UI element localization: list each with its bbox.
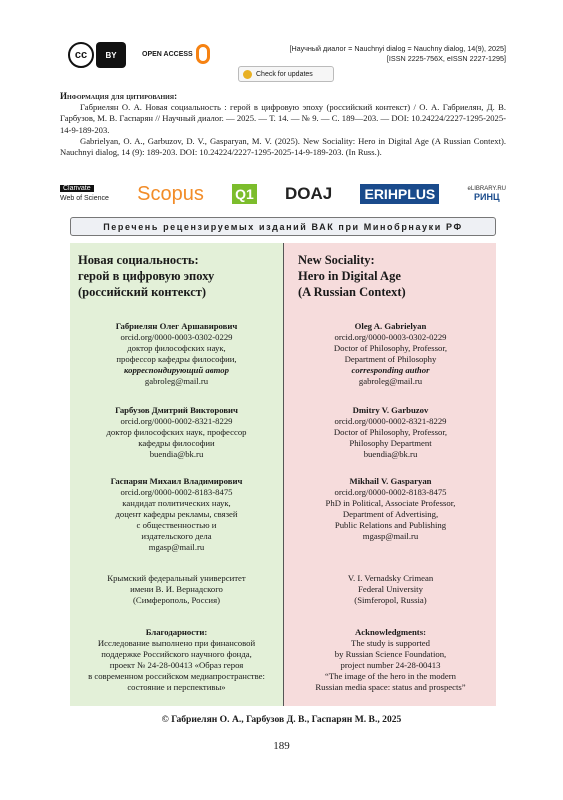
web-of-science-logo[interactable]	[60, 184, 109, 204]
title-ru	[78, 252, 214, 300]
ack-line: в современном российском медиапространстве:	[88, 671, 265, 681]
title-line: герой в цифровую эпоху	[78, 269, 215, 283]
doaj-logo[interactable]: DOAJ	[285, 184, 333, 203]
clarivate-label: Clarivate	[60, 185, 94, 192]
ack-line: The study is supported	[351, 638, 430, 648]
affiliation-line: (Simferopol, Russia)	[354, 595, 427, 605]
journal-ref-line: [Научный диалог = Nauchnyi dialog = Nauchny dialog, 14(9), 2025]	[289, 44, 506, 53]
author-block	[70, 476, 283, 553]
author-detail: Doctor of Philosophy, Professor,	[333, 343, 448, 353]
citation-heading: Информация для цитирования:	[60, 91, 178, 101]
author-detail: доктор философских наук,	[127, 343, 226, 353]
affiliation	[284, 573, 497, 606]
title-line: (A Russian Context)	[298, 285, 406, 299]
author-block	[284, 405, 497, 460]
author-email[interactable]: mgasp@mail.ru	[362, 531, 419, 541]
author-email[interactable]: gabroleg@mail.ru	[144, 376, 209, 386]
orcid-link[interactable]: orcid.org/0000-0002-8321-8229	[120, 416, 233, 426]
ack-line: проект № 24-28-00413 «Образ героя	[109, 660, 244, 670]
copyright: © Габриелян О. А., Гарбузов Д. В., Гаспарян М. В., 2025	[161, 714, 402, 725]
author-detail: доцент кафедры рекламы, связей	[115, 509, 238, 519]
author-email[interactable]: mgasp@mail.ru	[148, 542, 205, 552]
author-detail: Department of Philosophy	[344, 354, 437, 364]
check-for-updates-button[interactable]	[238, 66, 334, 82]
open-access-logo	[142, 44, 213, 64]
author-name: Dmitry V. Garbuzov	[352, 405, 429, 415]
author-block	[284, 476, 497, 542]
wos-label: Web of Science	[60, 195, 109, 202]
scopus-logo[interactable]: Scopus	[137, 182, 204, 205]
title-line: New Sociality:	[298, 253, 375, 267]
orcid-link[interactable]: orcid.org/0000-0002-8321-8229	[334, 416, 447, 426]
author-detail: PhD in Political, Associate Professor,	[325, 498, 456, 508]
affiliation-line: Federal University	[358, 584, 423, 594]
orcid-link[interactable]: orcid.org/0000-0002-8183-8475	[334, 487, 447, 497]
article-header-columns	[70, 243, 496, 706]
author-role: corresponding author	[351, 365, 430, 375]
crossmark-icon	[243, 70, 252, 79]
ack-line: поддержке Российского научного фонда,	[101, 649, 252, 659]
ack-line: project number 24-28-00413	[340, 660, 441, 670]
citation-ru: Габриелян О. А. Новая социальность : герой в цифровую эпоху (российский контекст) / О. А. Габриелян, Д. В. Гарбузов, М. В. Гаспарян // Научный диалог. — 2025. — Т. 14. — № 9. — С. 189—203. — DOI: 10.24224/2227-1295-2025-14-9-189-203.	[60, 102, 506, 135]
author-block	[284, 321, 497, 387]
author-detail: Department of Advertising,	[342, 509, 439, 519]
indexing-logos	[60, 180, 506, 208]
vak-banner: Перечень рецензируемых изданий ВАК при Минобрнауки РФ	[70, 217, 496, 236]
author-detail: кафедры философии	[138, 438, 215, 448]
ack-heading: Acknowledgments:	[355, 627, 426, 637]
open-lock-icon	[196, 44, 210, 64]
erihplus-logo[interactable]: ERIHPLUS	[360, 184, 439, 204]
author-role: корреспондирующий автор	[124, 365, 229, 375]
elibrary-rinc-logo[interactable]	[468, 185, 506, 203]
header	[60, 40, 506, 86]
russian-column	[70, 243, 283, 706]
title-line: Новая социальность:	[78, 253, 199, 267]
author-detail: профессор кафедры философии,	[116, 354, 237, 364]
by-icon: BY	[96, 42, 126, 68]
english-column	[283, 243, 496, 706]
author-name: Гаспарян Михаил Владимирович	[110, 476, 243, 486]
cc-icon: cc	[68, 42, 94, 68]
author-email[interactable]: buendia@bk.ru	[363, 449, 418, 459]
orcid-link[interactable]: orcid.org/0000-0003-0302-0229	[334, 332, 447, 342]
cc-by-license-icon[interactable]	[68, 42, 128, 68]
author-detail: доктор философских наук, профессор	[106, 427, 247, 437]
ack-line: Russian media space: status and prospects”	[315, 682, 466, 692]
author-name: Гарбузов Дмитрий Викторович	[115, 405, 238, 415]
citation-info	[60, 91, 506, 158]
check-updates-label: Check for updates	[256, 70, 313, 78]
author-block	[70, 405, 283, 460]
open-access-label: OPEN ACCESS	[142, 50, 193, 58]
author-detail: Philosophy Department	[349, 438, 432, 448]
author-detail: издательского дела	[141, 531, 212, 541]
author-name: Габриелян Олег Аршавирович	[115, 321, 238, 331]
author-detail: Public Relations and Publishing	[334, 520, 447, 530]
ack-line: “The image of the hero in the modern	[325, 671, 456, 681]
acknowledgments	[70, 627, 283, 693]
citation-en: Gabrielyan, O. A., Garbuzov, D. V., Gasparyan, M. V. (2025). New Sociality: Hero in Digital Age (A Russian Context). Nauchnyi dialog, 14 (9): 189-203. DOI: 10.24224/2227-1295-2025-14-9-189-203. (In Russ.).	[60, 135, 506, 158]
author-name: Mikhail V. Gasparyan	[349, 476, 432, 486]
issn-line: [ISSN 2225-756X, eISSN 2227-1295]	[386, 54, 506, 63]
title-line: Hero in Digital Age	[298, 269, 401, 283]
elibrary-label: eLIBRARY.RU	[467, 186, 506, 192]
orcid-link[interactable]: orcid.org/0000-0002-8183-8475	[120, 487, 233, 497]
rinc-label: РИНЦ	[473, 192, 500, 202]
q1-badge: Q1	[232, 184, 257, 204]
title-line: (российский контекст)	[78, 285, 207, 299]
page-number: 189	[273, 740, 290, 752]
author-name: Oleg A. Gabrielyan	[354, 321, 427, 331]
affiliation-line: (Симферополь, Россия)	[133, 595, 220, 605]
title-en	[298, 252, 406, 300]
author-detail: с общественностью и	[136, 520, 217, 530]
affiliation-line: имени В. И. Вернадского	[130, 584, 223, 594]
affiliation-line: V. I. Vernadsky Crimean	[347, 573, 434, 583]
author-detail: Doctor of Philosophy, Professor,	[333, 427, 448, 437]
ack-line: состояние и перспективы»	[127, 682, 226, 692]
author-detail: кандидат политических наук,	[122, 498, 231, 508]
author-email[interactable]: buendia@bk.ru	[149, 449, 204, 459]
orcid-link[interactable]: orcid.org/0000-0003-0302-0229	[120, 332, 233, 342]
ack-line: by Russian Science Foundation,	[334, 649, 447, 659]
affiliation	[70, 573, 283, 606]
journal-reference	[289, 44, 506, 64]
ack-line: Исследование выполнено при финансовой	[97, 638, 256, 648]
author-block	[70, 321, 283, 387]
acknowledgments	[284, 627, 497, 693]
affiliation-line: Крымский федеральный университет	[107, 573, 246, 583]
author-email[interactable]: gabroleg@mail.ru	[358, 376, 423, 386]
ack-heading: Благодарности:	[145, 627, 208, 637]
